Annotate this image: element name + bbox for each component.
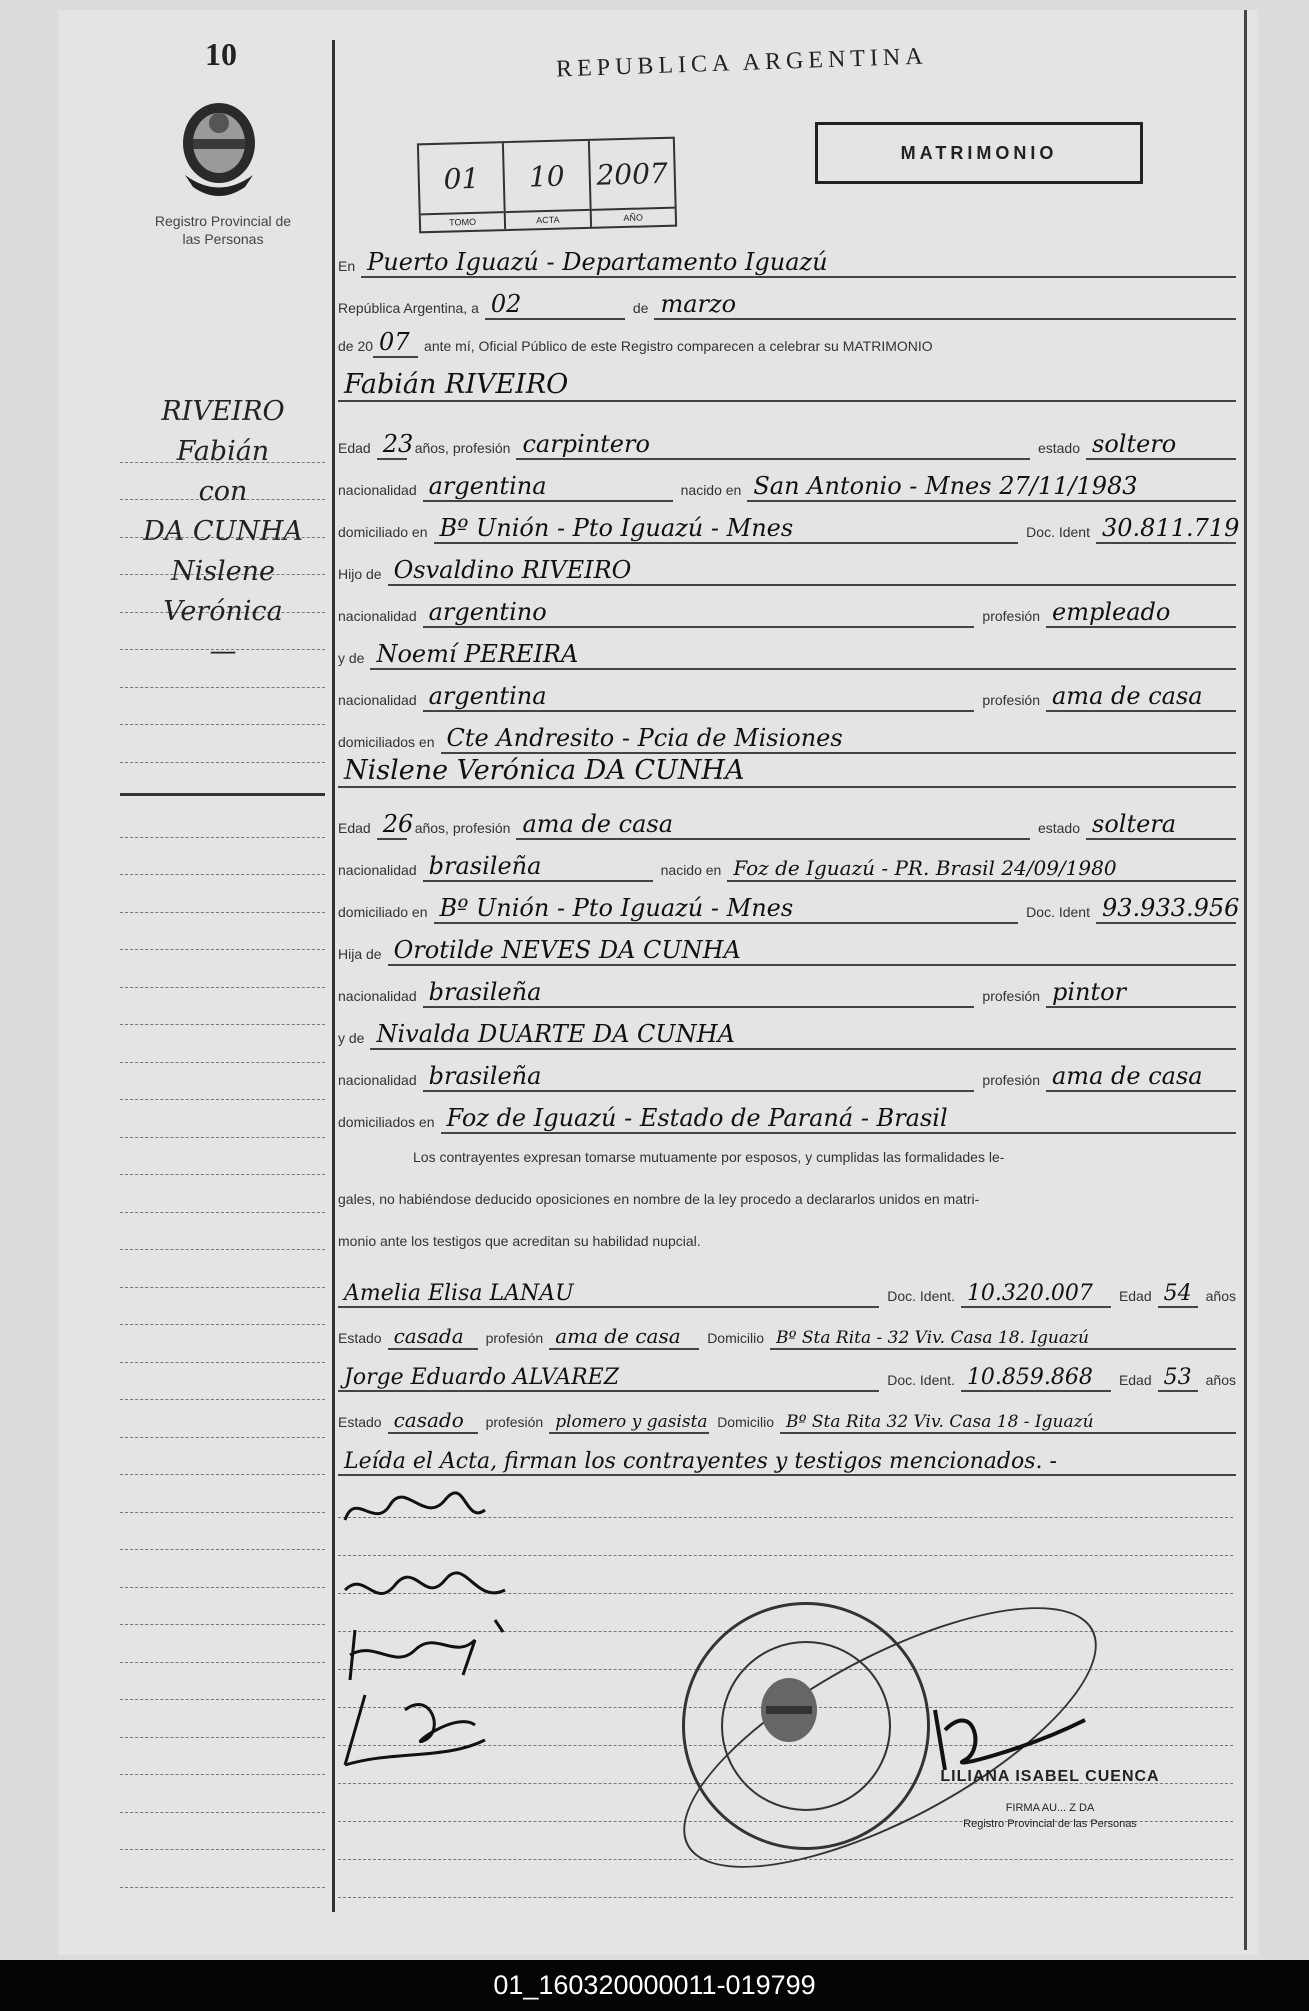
groom-padre-prof: empleado <box>1046 598 1236 628</box>
groom-nacionalidad: argentina <box>423 472 673 502</box>
label: profesión <box>485 1414 544 1430</box>
acta-value: 10 <box>528 159 566 193</box>
place-value: Puerto Iguazú - Departamento Iguazú <box>361 248 1236 278</box>
tomo-acta-anio-table <box>417 137 677 234</box>
bride-madre-nac: brasileña <box>423 1062 975 1092</box>
groom-padre-row <box>338 546 1236 586</box>
bride-name-row <box>338 748 1236 788</box>
label: nacionalidad <box>338 988 417 1004</box>
witness2-profesion: plomero y gasista <box>549 1412 709 1434</box>
bride-dom-row <box>338 884 1240 924</box>
official-name: LILIANA ISABEL CUENCA <box>940 1768 1160 1785</box>
bride-doc: 93.933.956 <box>1096 894 1236 924</box>
label: Edad <box>1118 1372 1152 1388</box>
label: nacionalidad <box>338 482 417 498</box>
header-title: REPUBLICA ARGENTINA <box>555 43 929 83</box>
groom-estado: soltero <box>1086 430 1236 460</box>
date-month: marzo <box>654 290 1236 320</box>
registry-crest-icon <box>175 95 263 200</box>
label: profesión <box>982 608 1040 624</box>
groom-doc: 30.811.719 <box>1096 514 1236 544</box>
signature-bride <box>345 1573 505 1632</box>
label: nacionalidad <box>338 862 417 878</box>
label: nacionalidad <box>338 1072 417 1088</box>
label: años, profesión <box>414 440 511 456</box>
official-signature <box>925 1690 1095 1780</box>
bride-madre-prof: ama de casa <box>1046 1062 1236 1092</box>
label: nacido en <box>680 482 742 498</box>
witness1-detail-row <box>338 1310 1236 1350</box>
groom-madre-row <box>338 630 1236 670</box>
witness1-domicilio: Bº Sta Rita - 32 Viv. Casa 18. Iguazú <box>770 1328 1236 1350</box>
margin-annotation <box>118 392 328 672</box>
label: Doc. Ident <box>1026 524 1090 540</box>
bride-nac-row <box>338 842 1236 882</box>
label: Edad <box>338 440 371 456</box>
label: años <box>1205 1288 1236 1304</box>
label: Doc. Ident. <box>887 1288 955 1304</box>
witness2-row <box>338 1352 1236 1392</box>
label: de <box>632 300 649 316</box>
official-title <box>905 1800 1195 1832</box>
closing-row <box>338 1436 1236 1476</box>
label: Hija de <box>338 946 382 962</box>
anio-value: 2007 <box>596 156 669 192</box>
bride-padre-nac: brasileña <box>423 978 975 1008</box>
witness2-detail-row <box>338 1394 1236 1434</box>
groom-nacido: San Antonio - Mnes 27/11/1983 <box>747 472 1236 502</box>
label: nacionalidad <box>338 692 417 708</box>
label: En <box>338 258 356 274</box>
closing-text: Leída el Acta, firman los contrayentes y testigos mencionados. - <box>338 1449 1236 1476</box>
declaration-line: Los contrayentes expresan tomarse mutuamente por esposos, y cumplidas las formalidades le- <box>413 1149 1005 1165</box>
bride-name: Nislene Verónica DA CUNHA <box>338 755 1236 788</box>
label: profesión <box>982 988 1040 1004</box>
label: Domicilio <box>707 1330 764 1346</box>
label: Edad <box>338 820 371 836</box>
bride-padres-dom: Foz de Iguazú - Estado de Paraná - Brasil <box>441 1104 1237 1134</box>
label: de 20 <box>338 338 374 354</box>
margin-line: DA CUNHA <box>143 516 303 547</box>
bride-edad-row <box>338 800 1236 840</box>
label: profesión <box>982 1072 1040 1088</box>
label: Estado <box>338 1414 382 1430</box>
bride-profesion: ama de casa <box>516 810 1030 840</box>
margin-line: RIVEIRO <box>161 396 285 427</box>
groom-profesion: carpintero <box>516 430 1030 460</box>
witness2-edad: 53 <box>1158 1365 1198 1392</box>
groom-madre-prof: ama de casa <box>1046 682 1236 712</box>
margin-line: con <box>198 476 248 507</box>
witness1-row <box>338 1268 1236 1308</box>
witness1-edad: 54 <box>1158 1281 1198 1308</box>
groom-name-row <box>338 362 1236 402</box>
label: República Argentina, a <box>338 300 479 316</box>
margin-line: — <box>209 636 237 667</box>
label: Hijo de <box>338 566 382 582</box>
label: estado <box>1037 820 1080 836</box>
declaration-line: gales, no habiéndose deducido oposiciones en nombre de la ley procedo a declararlos unidos en matri- <box>338 1191 980 1207</box>
official-line1: FIRMA AU... Z DA <box>1005 1802 1095 1814</box>
bride-madre: Nivalda DUARTE DA CUNHA <box>370 1020 1236 1050</box>
signature-witness2 <box>345 1695 485 1765</box>
bride-padres-dom-row <box>338 1094 1236 1134</box>
margin-line: Fabián <box>176 436 270 467</box>
bride-madre-row <box>338 1010 1236 1050</box>
signature-groom <box>345 1493 485 1520</box>
bride-nacionalidad: brasileña <box>423 852 653 882</box>
label: Doc. Ident <box>1026 904 1090 920</box>
groom-edad: 23 <box>377 430 407 460</box>
anio-label: AÑO <box>591 207 675 227</box>
label: profesión <box>485 1330 544 1346</box>
official-line2: Registro Provincial de las Personas <box>963 1818 1137 1830</box>
official-seal <box>682 1602 930 1850</box>
anio-cell <box>590 139 676 227</box>
doc-type-box <box>815 122 1143 184</box>
label: nacido en <box>660 862 722 878</box>
groom-edad-row <box>338 420 1236 460</box>
label: nacionalidad <box>338 608 417 624</box>
witness1-estado: casada <box>388 1324 478 1350</box>
intro-year: 07 <box>373 328 418 358</box>
declaration-line: monio ante los testigos que acreditan su habilidad nupcial. <box>338 1233 701 1249</box>
label: años <box>1205 1372 1236 1388</box>
groom-padre-nac: argentino <box>423 598 975 628</box>
witness2-estado: casado <box>388 1408 478 1434</box>
registry-label: Registro Provincial de las Personas <box>154 213 292 247</box>
bride-padre: Orotilde NEVES DA CUNHA <box>388 936 1236 966</box>
groom-name: Fabián RIVEIRO <box>338 369 1236 402</box>
signature-witness1 <box>350 1630 475 1680</box>
label: Domicilio <box>717 1414 774 1430</box>
tomo-value: 01 <box>443 161 480 196</box>
bride-padre-row <box>338 926 1236 966</box>
groom-madre-nac: argentina <box>423 682 975 712</box>
page-number: 10 <box>205 36 237 72</box>
place-row <box>338 238 1236 278</box>
bride-nacido: Foz de Iguazú - PR. Brasil 24/09/1980 <box>727 856 1236 882</box>
tomo-label: TOMO <box>421 211 505 231</box>
label: domiciliados en <box>338 734 435 750</box>
groom-padre: Osvaldino RIVEIRO <box>388 556 1236 586</box>
bride-padre-prof: pintor <box>1046 978 1236 1008</box>
witness1-doc: 10.320.007 <box>961 1281 1111 1308</box>
witness2-doc: 10.859.868 <box>961 1365 1111 1392</box>
seal-crest-icon <box>754 1670 824 1750</box>
witness2-domicilio: Bº Sta Rita 32 Viv. Casa 18 - Iguazú <box>780 1412 1236 1434</box>
groom-domicilio: Bº Unión - Pto Iguazú - Mnes <box>434 514 1019 544</box>
label: años, profesión <box>414 820 511 836</box>
label: domiciliado en <box>338 904 428 920</box>
label: y de <box>338 1030 365 1046</box>
margin-line: Verónica <box>163 596 283 627</box>
label: profesión <box>982 692 1040 708</box>
groom-padre-nac-row <box>338 588 1236 628</box>
groom-dom-row <box>338 504 1240 544</box>
groom-madre-nac-row <box>338 672 1236 712</box>
footer-id: 01_160320000011-019799 <box>0 1960 1309 2011</box>
label: estado <box>1037 440 1080 456</box>
bride-domicilio: Bº Unión - Pto Iguazú - Mnes <box>434 894 1019 924</box>
witness1-name: Amelia Elisa LANAU <box>338 1281 879 1308</box>
bride-padre-nac-row <box>338 968 1236 1008</box>
groom-madre: Noemí PEREIRA <box>370 640 1236 670</box>
intro-row <box>338 318 1236 358</box>
margin-line: Nislene <box>170 556 276 587</box>
acta-label: ACTA <box>506 209 590 229</box>
label: Doc. Ident. <box>887 1372 955 1388</box>
label: Estado <box>338 1330 382 1346</box>
bride-estado: soltera <box>1086 810 1236 840</box>
witness2-name: Jorge Eduardo ALVAREZ <box>338 1365 879 1392</box>
declaration-text <box>338 1136 1233 1262</box>
label: domiciliado en <box>338 524 428 540</box>
intro-text: ante mí, Oficial Público de este Registro comparecen a celebrar su MATRIMONIO <box>424 338 933 354</box>
page-edge <box>1244 10 1247 1950</box>
acta-cell <box>504 141 592 229</box>
date-day: 02 <box>485 290 625 320</box>
date-row <box>338 280 1236 320</box>
groom-padres-dom: Cte Andresito - Pcia de Misiones <box>441 724 1237 754</box>
margin-ruled-lines-lower <box>120 800 325 1888</box>
margin-separator <box>120 793 325 796</box>
tomo-cell <box>419 143 507 231</box>
label: Edad <box>1118 1288 1152 1304</box>
bride-edad: 26 <box>377 810 407 840</box>
doc-type: MATRIMONIO <box>900 143 1058 163</box>
witness1-profesion: ama de casa <box>549 1324 699 1350</box>
label: y de <box>338 650 365 666</box>
bride-madre-nac-row <box>338 1052 1236 1092</box>
label: domiciliados en <box>338 1114 435 1130</box>
groom-nac-row <box>338 462 1236 502</box>
